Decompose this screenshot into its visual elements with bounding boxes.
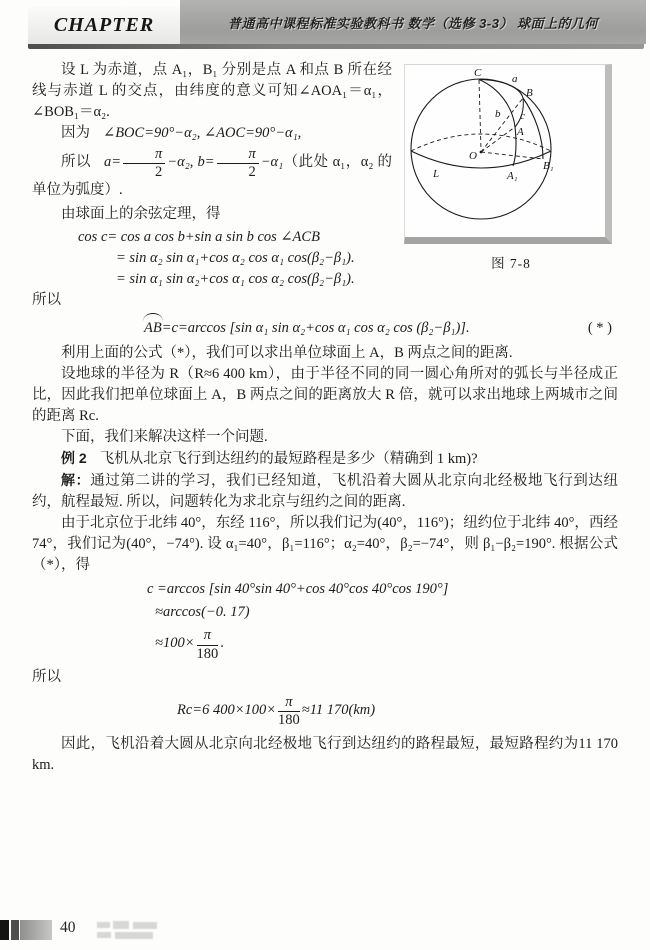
equation-c-2: ≈arccos(−0. 17) [155, 604, 250, 621]
figure-7-8 [404, 64, 618, 274]
footer-smudge [97, 922, 110, 928]
equation-c-1: c =arccos [sin 40°sin 40°+cos 40°cos 40°cos 190°] [147, 581, 449, 598]
label-b: b [495, 108, 501, 120]
meridian-c-a-a1 [479, 80, 516, 167]
so-label-2: 所以 [32, 292, 61, 309]
para-conclusion: 因此，飞机沿着大圆从北京向北经极地飞行到达纽约的路程最短，最短路程约为11 170 km. [32, 736, 618, 774]
header-band [180, 0, 646, 44]
solution-label: 解： [61, 472, 91, 489]
label-A: A [517, 126, 524, 138]
equation-rc [177, 695, 618, 728]
label-B1: B₁ [543, 160, 554, 172]
label-B: B [526, 87, 533, 99]
eq-a: a= [103, 153, 122, 170]
footer-block-mid [11, 920, 19, 940]
page-content [32, 60, 618, 776]
footer-block-light [20, 920, 52, 940]
eq-rc-post: ≈11 170(km) [301, 701, 376, 718]
cosine-intro: 由球面上的余弦定理，得 [61, 206, 221, 223]
sphere-outline [411, 79, 551, 219]
para-earth-radius: 设地球的半径为 R（R≈6 400 km），由于半径不同的同一圆心角所对的弧长与半径成正比，因此我们把单位球面上 A，B 两点之间的距离放大 R 倍，就可以求出地球上两城市之间的距离 Rc. [32, 366, 618, 425]
fraction-pi-180b: $\frac{\pi}{180}$ [278, 693, 300, 729]
so-tail: 弧度）. [75, 182, 123, 199]
para-next-problem: 下面，我们来解决这样一个问题. [61, 429, 268, 446]
label-c: c [520, 110, 525, 122]
eq-rc-pre: Rc=6 400×100× [177, 701, 277, 718]
para-coordinates: 由于北京位于北纬 40°，东经 116°，所以我们记为(40°，116°)；纽约位于北纬 40°，西经 74°，我们记为(40°，−74°). 设 α₁=40°，β₁=116°；α₂=40°，β₂=−74°，则 β₁−β₂=190°. 根据公式（*），得 [32, 515, 618, 574]
equation-cos-1: cos c= cos a cos b+sin a sin b cos ∠ACB [78, 229, 320, 246]
chapter-label: CHAPTER [53, 14, 155, 36]
footer-block-dark [0, 920, 9, 940]
example-label: 例 2 [61, 450, 87, 467]
center-point [480, 151, 483, 154]
equation-star [32, 318, 618, 339]
figure-caption: 图 7-8 [491, 256, 531, 271]
eq-c3-tail: . [220, 635, 224, 652]
equation-star-body: =c=arccos [sin α₁ sin α₂+cos α₁ cos α₂ cos (β₂−β₁)]. [161, 320, 470, 337]
footer-smudge [113, 921, 129, 929]
fraction-pi-2: $\frac{\pi}{2}$ [123, 147, 165, 180]
sphere-diagram-frame [404, 64, 612, 244]
so-label-3: 所以 [32, 668, 61, 685]
page-footer [0, 916, 650, 946]
header-underline [28, 44, 644, 49]
equation-cos-3: = sin α₁ sin α₂+cos α₁ cos α₂ cos(β₂−β₁). [116, 271, 355, 288]
label-L: L [433, 168, 440, 180]
eq-mid: −α₂, b= [167, 153, 215, 170]
solution [32, 470, 618, 513]
arc-ab-symbol: AB [144, 318, 162, 339]
eq-end: −α₁ [260, 153, 284, 170]
footer-smudge [133, 922, 157, 929]
equation-c-3 [155, 628, 618, 661]
footer-smudge [115, 932, 153, 939]
chapter-label-box [28, 7, 180, 44]
page-number: 40 [60, 919, 76, 936]
fraction-pi-180: $\frac{\pi}{180}$ [196, 627, 219, 662]
example-text: 飞机从北京飞行到达纽约的最短路程是多少（精确到 1 km)? [99, 451, 478, 468]
radius-o-a [481, 127, 515, 152]
label-O: O [469, 150, 477, 162]
because-label: 因为 [61, 125, 90, 141]
book-title: 普通高中课程标准实验教科书 数学（选修 3-3） 球面上的几何 [227, 15, 599, 31]
meridian-c-b-b1 [479, 80, 543, 160]
label-a: a [512, 73, 518, 85]
para-use-formula: 利用上面的公式（*），我们可以求出单位球面上 A，B 两点之间的距离. [61, 345, 513, 362]
label-C: C [474, 67, 482, 79]
so-note: （此处 α₁，α₂ 的单位为 [32, 153, 392, 199]
sphere-diagram [405, 65, 605, 237]
because-equation: ∠BOC=90°−α₂, ∠AOC=90°−α₁, [103, 125, 302, 141]
eq-c3-pre: ≈100× [155, 635, 195, 652]
page-header [28, 0, 646, 50]
example-2 [32, 448, 618, 470]
footer-smudge [97, 932, 111, 938]
equator-front [411, 151, 551, 168]
label-A1: A₁ [507, 170, 518, 182]
equation-cos-2: = sin α₂ sin α₁+cos α₂ cos α₁ cos(β₂−β₁). [116, 250, 355, 267]
so-label: 所以 [61, 153, 91, 170]
solution-text: 通过第二讲的学习，我们已经知道，飞机沿着大圆从北京向北经极地飞行到达纽约，航程最短. 所以，问题转化为求北京与纽约之间的距离. [32, 473, 619, 511]
fraction-pi-2b: $\frac{\pi}{2}$ [217, 147, 259, 180]
axis-c-o [479, 80, 481, 150]
para-setup: 设 L 为赤道，点 A₁，B₁ 分别是点 A 和点 B 所在经线与赤道 L 的交点，由纬度的意义可知∠AOA₁＝α₁，∠BOB₁＝α₂. [32, 62, 392, 120]
star-mark: ( * ) [587, 320, 612, 337]
